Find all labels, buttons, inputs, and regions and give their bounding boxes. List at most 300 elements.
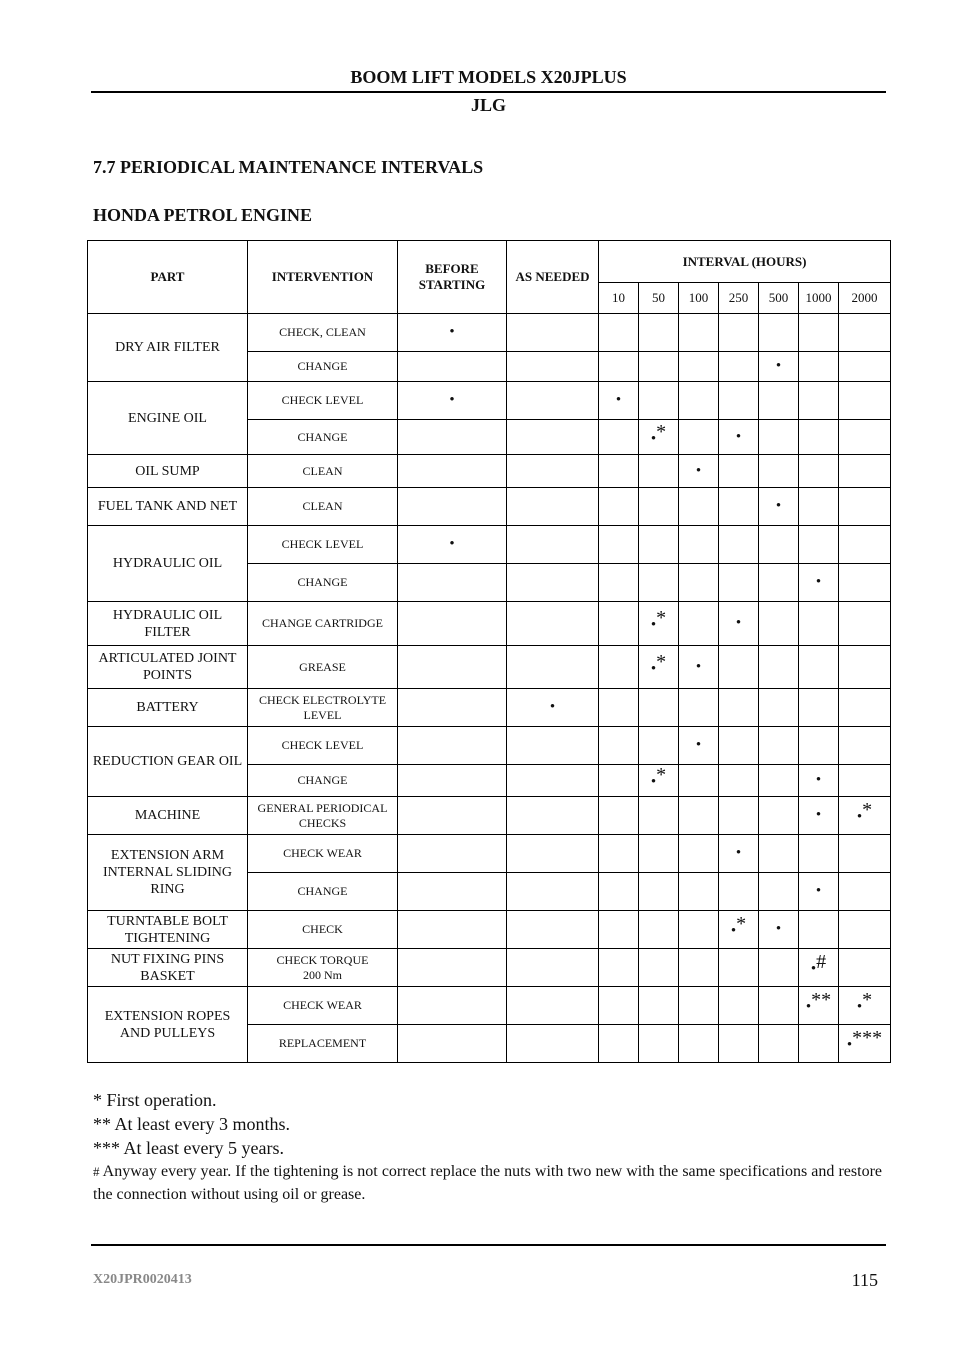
intervention-cell — [248, 382, 398, 420]
interval-mark-cell — [507, 873, 599, 911]
interval-mark-cell — [839, 797, 891, 835]
intervention-cell — [248, 646, 398, 689]
interval-mark-cell — [507, 1025, 599, 1063]
table-row — [88, 949, 891, 987]
footnote-mark: * — [93, 1090, 102, 1110]
intervention-cell — [248, 526, 398, 564]
intervention-cell — [248, 488, 398, 526]
bullet-mark: • — [650, 774, 657, 790]
interval-mark-cell — [639, 314, 679, 352]
interval-mark-cell — [679, 949, 719, 987]
intervention-label: CHECK LEVEL — [281, 393, 364, 407]
interval-mark-cell — [799, 382, 839, 420]
interval-mark-cell — [799, 646, 839, 689]
header-divider — [91, 91, 886, 93]
interval-mark-cell — [639, 797, 679, 835]
interval-mark-cell — [639, 727, 679, 765]
interval-mark-cell — [759, 602, 799, 646]
interval-mark-cell — [398, 873, 507, 911]
intervention-cell — [248, 873, 398, 911]
hours-cell: 100 — [679, 283, 719, 314]
bullet-mark: • — [650, 617, 657, 633]
table-row — [88, 314, 891, 352]
interval-mark-cell — [639, 352, 679, 382]
interval-mark-cell — [679, 911, 719, 949]
interval-mark-cell — [507, 314, 599, 352]
bullet-mark: • — [810, 961, 817, 977]
section-title: 7.7 PERIODICAL MAINTENANCE INTERVALS — [93, 157, 484, 177]
interval-mark-cell — [759, 564, 799, 602]
note-reference: * — [656, 650, 667, 673]
interval-mark-cell — [799, 949, 839, 987]
note-reference: *** — [852, 1027, 883, 1049]
bullet-mark: • — [775, 921, 782, 937]
interval-mark-cell — [679, 689, 719, 727]
part-cell: MACHINE — [88, 797, 248, 835]
interval-mark-cell — [719, 987, 759, 1025]
interval-mark-cell — [759, 526, 799, 564]
intervention-cell — [248, 352, 398, 382]
interval-mark-cell — [507, 949, 599, 987]
interval-mark-cell — [719, 727, 759, 765]
bullet-mark: • — [449, 392, 455, 408]
interval-mark-cell — [799, 765, 839, 797]
interval-mark-cell — [398, 646, 507, 689]
bullet-mark: • — [815, 772, 822, 788]
bullet-mark: • — [846, 1037, 853, 1053]
interval-mark-cell — [599, 488, 639, 526]
footnote-mark: *** — [93, 1138, 120, 1158]
intervention-cell — [248, 797, 398, 835]
hours-cell: 50 — [639, 283, 679, 314]
interval-mark-cell — [599, 689, 639, 727]
note-reference: * — [656, 607, 667, 629]
interval-mark-cell — [639, 646, 679, 689]
interval-mark-cell — [759, 314, 799, 352]
bullet-mark: • — [815, 883, 822, 899]
interval-mark-cell — [719, 949, 759, 987]
table-row — [88, 727, 891, 765]
intervention-cell — [248, 1025, 398, 1063]
bullet-mark: • — [695, 658, 702, 675]
intervention-label: CLEAN — [302, 463, 343, 478]
interval-mark-cell — [839, 455, 891, 488]
page-number: 115 — [851, 1270, 878, 1290]
bullet-mark: • — [449, 536, 455, 552]
interval-mark-cell — [398, 1025, 507, 1063]
interval-mark-cell — [679, 835, 719, 873]
interval-mark-cell — [679, 987, 719, 1025]
footnote-text: Anyway every year. If the tightening is not correct replace the nuts with two new with the same specifications and restore the connection without using oil or grease. — [93, 1163, 882, 1203]
bullet-mark: • — [650, 660, 657, 677]
interval-mark-cell — [639, 689, 679, 727]
interval-mark-cell — [599, 602, 639, 646]
hours-cell: 2000 — [839, 283, 891, 314]
interval-mark-cell — [639, 1025, 679, 1063]
intervention-label: CLEAN — [302, 499, 343, 513]
interval-mark-cell — [398, 382, 507, 420]
interval-mark-cell — [639, 382, 679, 420]
interval-mark-cell — [799, 1025, 839, 1063]
intervention-label: REPLACEMENT — [278, 1036, 367, 1050]
part-cell: HYDRAULIC OIL — [88, 526, 248, 602]
interval-mark-cell — [639, 987, 679, 1025]
footnote — [93, 1088, 882, 1112]
interval-mark-cell — [639, 765, 679, 797]
interval-mark-cell — [719, 765, 759, 797]
interval-mark-cell — [799, 420, 839, 455]
footnote-text: At least every 5 years. — [120, 1138, 284, 1158]
interval-mark-cell — [719, 646, 759, 689]
part-cell: REDUCTION GEAR OIL — [88, 727, 248, 797]
note-reference: * — [736, 913, 747, 935]
bullet-mark: • — [549, 699, 556, 715]
interval-mark-cell — [799, 987, 839, 1025]
interval-mark-cell — [719, 911, 759, 949]
interval-mark-cell — [839, 835, 891, 873]
note-reference: # — [816, 951, 827, 973]
interval-mark-cell — [639, 455, 679, 488]
header-part: PART — [88, 241, 248, 314]
interval-mark-cell — [799, 689, 839, 727]
part-cell: NUT FIXING PINS BASKET — [88, 949, 248, 987]
bullet-mark: • — [775, 358, 782, 374]
interval-mark-cell — [719, 564, 759, 602]
interval-mark-cell — [599, 455, 639, 488]
intervention-cell — [248, 602, 398, 646]
intervention-label: CHANGE — [297, 359, 348, 373]
interval-mark-cell — [679, 382, 719, 420]
interval-mark-cell — [599, 646, 639, 689]
intervention-sublabel: 200 Nm — [303, 967, 342, 982]
interval-mark-cell — [398, 835, 507, 873]
interval-mark-cell — [398, 488, 507, 526]
maintenance-table — [87, 240, 891, 1063]
part-cell: FUEL TANK AND NET — [88, 488, 248, 526]
header-interval-hours: INTERVAL (HOURS) — [599, 241, 891, 283]
interval-mark-cell — [398, 420, 507, 455]
bullet-mark: • — [735, 428, 742, 445]
interval-mark-cell — [599, 382, 639, 420]
table-row — [88, 526, 891, 564]
footnote — [93, 1136, 882, 1160]
part-cell: ARTICULATED JOINT POINTS — [88, 646, 248, 689]
interval-mark-cell — [799, 455, 839, 488]
intervention-label: CHANGE — [297, 884, 348, 898]
interval-mark-cell — [679, 602, 719, 646]
bullet-mark: • — [735, 615, 742, 631]
interval-mark-cell — [759, 420, 799, 455]
interval-mark-cell — [759, 352, 799, 382]
interval-mark-cell — [599, 765, 639, 797]
interval-mark-cell — [759, 382, 799, 420]
interval-mark-cell — [719, 420, 759, 455]
hours-cell: 10 — [599, 283, 639, 314]
intervention-cell — [248, 455, 398, 488]
part-cell: HYDRAULIC OIL FILTER — [88, 602, 248, 646]
interval-mark-cell — [839, 911, 891, 949]
table-row — [88, 689, 891, 727]
interval-mark-cell — [759, 646, 799, 689]
interval-mark-cell — [507, 564, 599, 602]
part-cell: TURNTABLE BOLT TIGHTENING — [88, 911, 248, 949]
interval-mark-cell — [639, 420, 679, 455]
part-cell: BATTERY — [88, 689, 248, 727]
interval-mark-cell — [799, 314, 839, 352]
interval-mark-cell — [599, 352, 639, 382]
table-row — [88, 488, 891, 526]
interval-mark-cell — [639, 526, 679, 564]
note-reference: * — [656, 764, 667, 786]
intervention-label: CHECK — [302, 922, 343, 936]
interval-mark-cell — [599, 835, 639, 873]
interval-mark-cell — [398, 564, 507, 602]
interval-mark-cell — [839, 689, 891, 727]
intervention-cell — [248, 727, 398, 765]
intervention-label: CHECK WEAR — [283, 998, 362, 1012]
interval-mark-cell — [679, 873, 719, 911]
interval-mark-cell — [799, 488, 839, 526]
interval-mark-cell — [759, 949, 799, 987]
interval-mark-cell — [679, 646, 719, 689]
bullet-mark: • — [695, 462, 702, 479]
footnotes — [93, 1088, 882, 1206]
interval-mark-cell — [398, 949, 507, 987]
interval-mark-cell — [639, 949, 679, 987]
footnote-mark: # — [93, 1164, 100, 1179]
table-header — [88, 241, 891, 314]
interval-mark-cell — [759, 911, 799, 949]
interval-mark-cell — [398, 765, 507, 797]
table-row — [88, 455, 891, 488]
interval-mark-cell — [507, 911, 599, 949]
bullet-mark: • — [650, 430, 657, 447]
footnote-mark: ** — [93, 1114, 111, 1134]
interval-mark-cell — [679, 455, 719, 488]
bullet-mark: • — [856, 999, 863, 1015]
interval-mark-cell — [398, 526, 507, 564]
interval-mark-cell — [398, 314, 507, 352]
interval-mark-cell — [599, 1025, 639, 1063]
interval-mark-cell — [799, 873, 839, 911]
interval-mark-cell — [839, 314, 891, 352]
part-cell: ENGINE OIL — [88, 382, 248, 455]
interval-mark-cell — [839, 873, 891, 911]
interval-mark-cell — [839, 352, 891, 382]
note-reference: * — [862, 799, 873, 821]
interval-mark-cell — [507, 987, 599, 1025]
part-cell: DRY AIR FILTER — [88, 314, 248, 382]
bullet-mark: • — [815, 574, 822, 590]
interval-mark-cell — [507, 488, 599, 526]
interval-mark-cell — [398, 689, 507, 727]
interval-mark-cell — [599, 987, 639, 1025]
interval-mark-cell — [599, 420, 639, 455]
interval-mark-cell — [719, 526, 759, 564]
interval-mark-cell — [507, 526, 599, 564]
table-row — [88, 911, 891, 949]
intervention-label: CHANGE — [297, 575, 348, 589]
interval-mark-cell — [507, 352, 599, 382]
footer-divider — [91, 1244, 886, 1246]
bullet-mark: • — [695, 737, 702, 753]
interval-mark-cell — [679, 420, 719, 455]
interval-mark-cell — [759, 835, 799, 873]
interval-mark-cell — [839, 949, 891, 987]
interval-mark-cell — [839, 987, 891, 1025]
interval-mark-cell — [719, 835, 759, 873]
part-cell: EXTENSION ROPES AND PULLEYS — [88, 987, 248, 1063]
interval-mark-cell — [839, 382, 891, 420]
interval-mark-cell — [507, 797, 599, 835]
footnote-text: First operation. — [102, 1090, 217, 1110]
interval-mark-cell — [679, 564, 719, 602]
intervention-label: CHECK LEVEL — [281, 738, 364, 752]
interval-mark-cell — [799, 564, 839, 602]
intervention-label: GREASE — [299, 659, 346, 674]
interval-mark-cell — [719, 1025, 759, 1063]
header-intervention: INTERVENTION — [248, 241, 398, 314]
footnote-text: At least every 3 months. — [111, 1114, 290, 1134]
table-body — [88, 314, 891, 1063]
interval-mark-cell — [599, 873, 639, 911]
interval-mark-cell — [398, 987, 507, 1025]
interval-mark-cell — [759, 797, 799, 835]
bullet-mark: • — [775, 498, 782, 514]
interval-mark-cell — [839, 727, 891, 765]
bullet-mark: • — [805, 999, 812, 1015]
interval-mark-cell — [507, 727, 599, 765]
interval-mark-cell — [599, 949, 639, 987]
interval-mark-cell — [679, 314, 719, 352]
intervention-label: CHANGE CARTRIDGE — [262, 616, 383, 630]
intervention-label: CHECK, CLEAN — [279, 325, 366, 339]
interval-mark-cell — [507, 455, 599, 488]
interval-mark-cell — [759, 488, 799, 526]
interval-mark-cell — [599, 727, 639, 765]
intervention-cell — [248, 987, 398, 1025]
interval-mark-cell — [839, 564, 891, 602]
interval-mark-cell — [799, 797, 839, 835]
intervention-label: CHANGE — [297, 773, 348, 787]
interval-mark-cell — [599, 911, 639, 949]
interval-mark-cell — [719, 352, 759, 382]
interval-mark-cell — [679, 488, 719, 526]
interval-mark-cell — [398, 352, 507, 382]
interval-mark-cell — [507, 382, 599, 420]
interval-mark-cell — [639, 873, 679, 911]
interval-mark-cell — [719, 873, 759, 911]
bullet-mark: • — [615, 392, 622, 408]
interval-mark-cell — [799, 911, 839, 949]
intervention-cell — [248, 835, 398, 873]
bullet-mark: • — [730, 923, 737, 939]
bullet-mark: • — [856, 809, 863, 825]
intervention-label: CHECK ELECTROLYTE LEVEL — [258, 692, 387, 722]
table-row — [88, 987, 891, 1025]
interval-mark-cell — [639, 911, 679, 949]
interval-mark-cell — [719, 797, 759, 835]
interval-mark-cell — [719, 602, 759, 646]
intervention-label: CHECK TORQUE — [276, 952, 369, 967]
intervention-cell — [248, 314, 398, 352]
interval-mark-cell — [719, 314, 759, 352]
interval-mark-cell — [599, 526, 639, 564]
interval-mark-cell — [839, 646, 891, 689]
hours-cell: 250 — [719, 283, 759, 314]
intervention-cell — [248, 911, 398, 949]
intervention-cell — [248, 949, 398, 987]
interval-mark-cell — [719, 455, 759, 488]
table-row — [88, 602, 891, 646]
interval-mark-cell — [759, 455, 799, 488]
interval-mark-cell — [679, 797, 719, 835]
note-reference: ** — [811, 989, 832, 1011]
interval-mark-cell — [759, 987, 799, 1025]
intervention-label: CHANGE — [297, 429, 348, 444]
interval-mark-cell — [679, 352, 719, 382]
interval-mark-cell — [759, 1025, 799, 1063]
interval-mark-cell — [759, 727, 799, 765]
interval-mark-cell — [759, 689, 799, 727]
interval-mark-cell — [599, 797, 639, 835]
header-as-needed: AS NEEDED — [507, 241, 599, 314]
intervention-cell — [248, 765, 398, 797]
hours-cell: 500 — [759, 283, 799, 314]
interval-mark-cell — [679, 1025, 719, 1063]
intervention-cell — [248, 420, 398, 455]
table-row — [88, 646, 891, 689]
table-row — [88, 797, 891, 835]
interval-mark-cell — [398, 911, 507, 949]
interval-mark-cell — [639, 835, 679, 873]
footnote — [93, 1160, 882, 1206]
interval-mark-cell — [759, 765, 799, 797]
intervention-label: GENERAL PERIODICAL CHECKS — [257, 800, 388, 830]
interval-mark-cell — [679, 727, 719, 765]
interval-mark-cell — [639, 564, 679, 602]
table-row — [88, 835, 891, 873]
interval-mark-cell — [839, 1025, 891, 1063]
interval-mark-cell — [599, 314, 639, 352]
header-before-starting: BEFORE STARTING — [398, 241, 507, 314]
interval-mark-cell — [507, 420, 599, 455]
interval-mark-cell — [799, 526, 839, 564]
bullet-mark: • — [815, 807, 822, 823]
document-header-brand: JLG — [470, 95, 506, 115]
footnote — [93, 1112, 882, 1136]
interval-mark-cell — [507, 765, 599, 797]
interval-mark-cell — [679, 526, 719, 564]
part-cell: EXTENSION ARM INTERNAL SLIDING RING — [88, 835, 248, 911]
note-reference: * — [656, 420, 667, 443]
interval-mark-cell — [799, 602, 839, 646]
hours-cell: 1000 — [799, 283, 839, 314]
intervention-cell — [248, 564, 398, 602]
table-row — [88, 382, 891, 420]
interval-mark-cell — [398, 797, 507, 835]
engine-subtitle: HONDA PETROL ENGINE — [93, 205, 313, 225]
interval-mark-cell — [719, 689, 759, 727]
note-reference: * — [862, 989, 873, 1011]
part-cell: OIL SUMP — [88, 455, 248, 488]
interval-mark-cell — [398, 602, 507, 646]
interval-mark-cell — [599, 564, 639, 602]
interval-mark-cell — [507, 689, 599, 727]
document-code: X20JPR0020413 — [93, 1272, 192, 1287]
interval-mark-cell — [639, 488, 679, 526]
interval-mark-cell — [799, 352, 839, 382]
